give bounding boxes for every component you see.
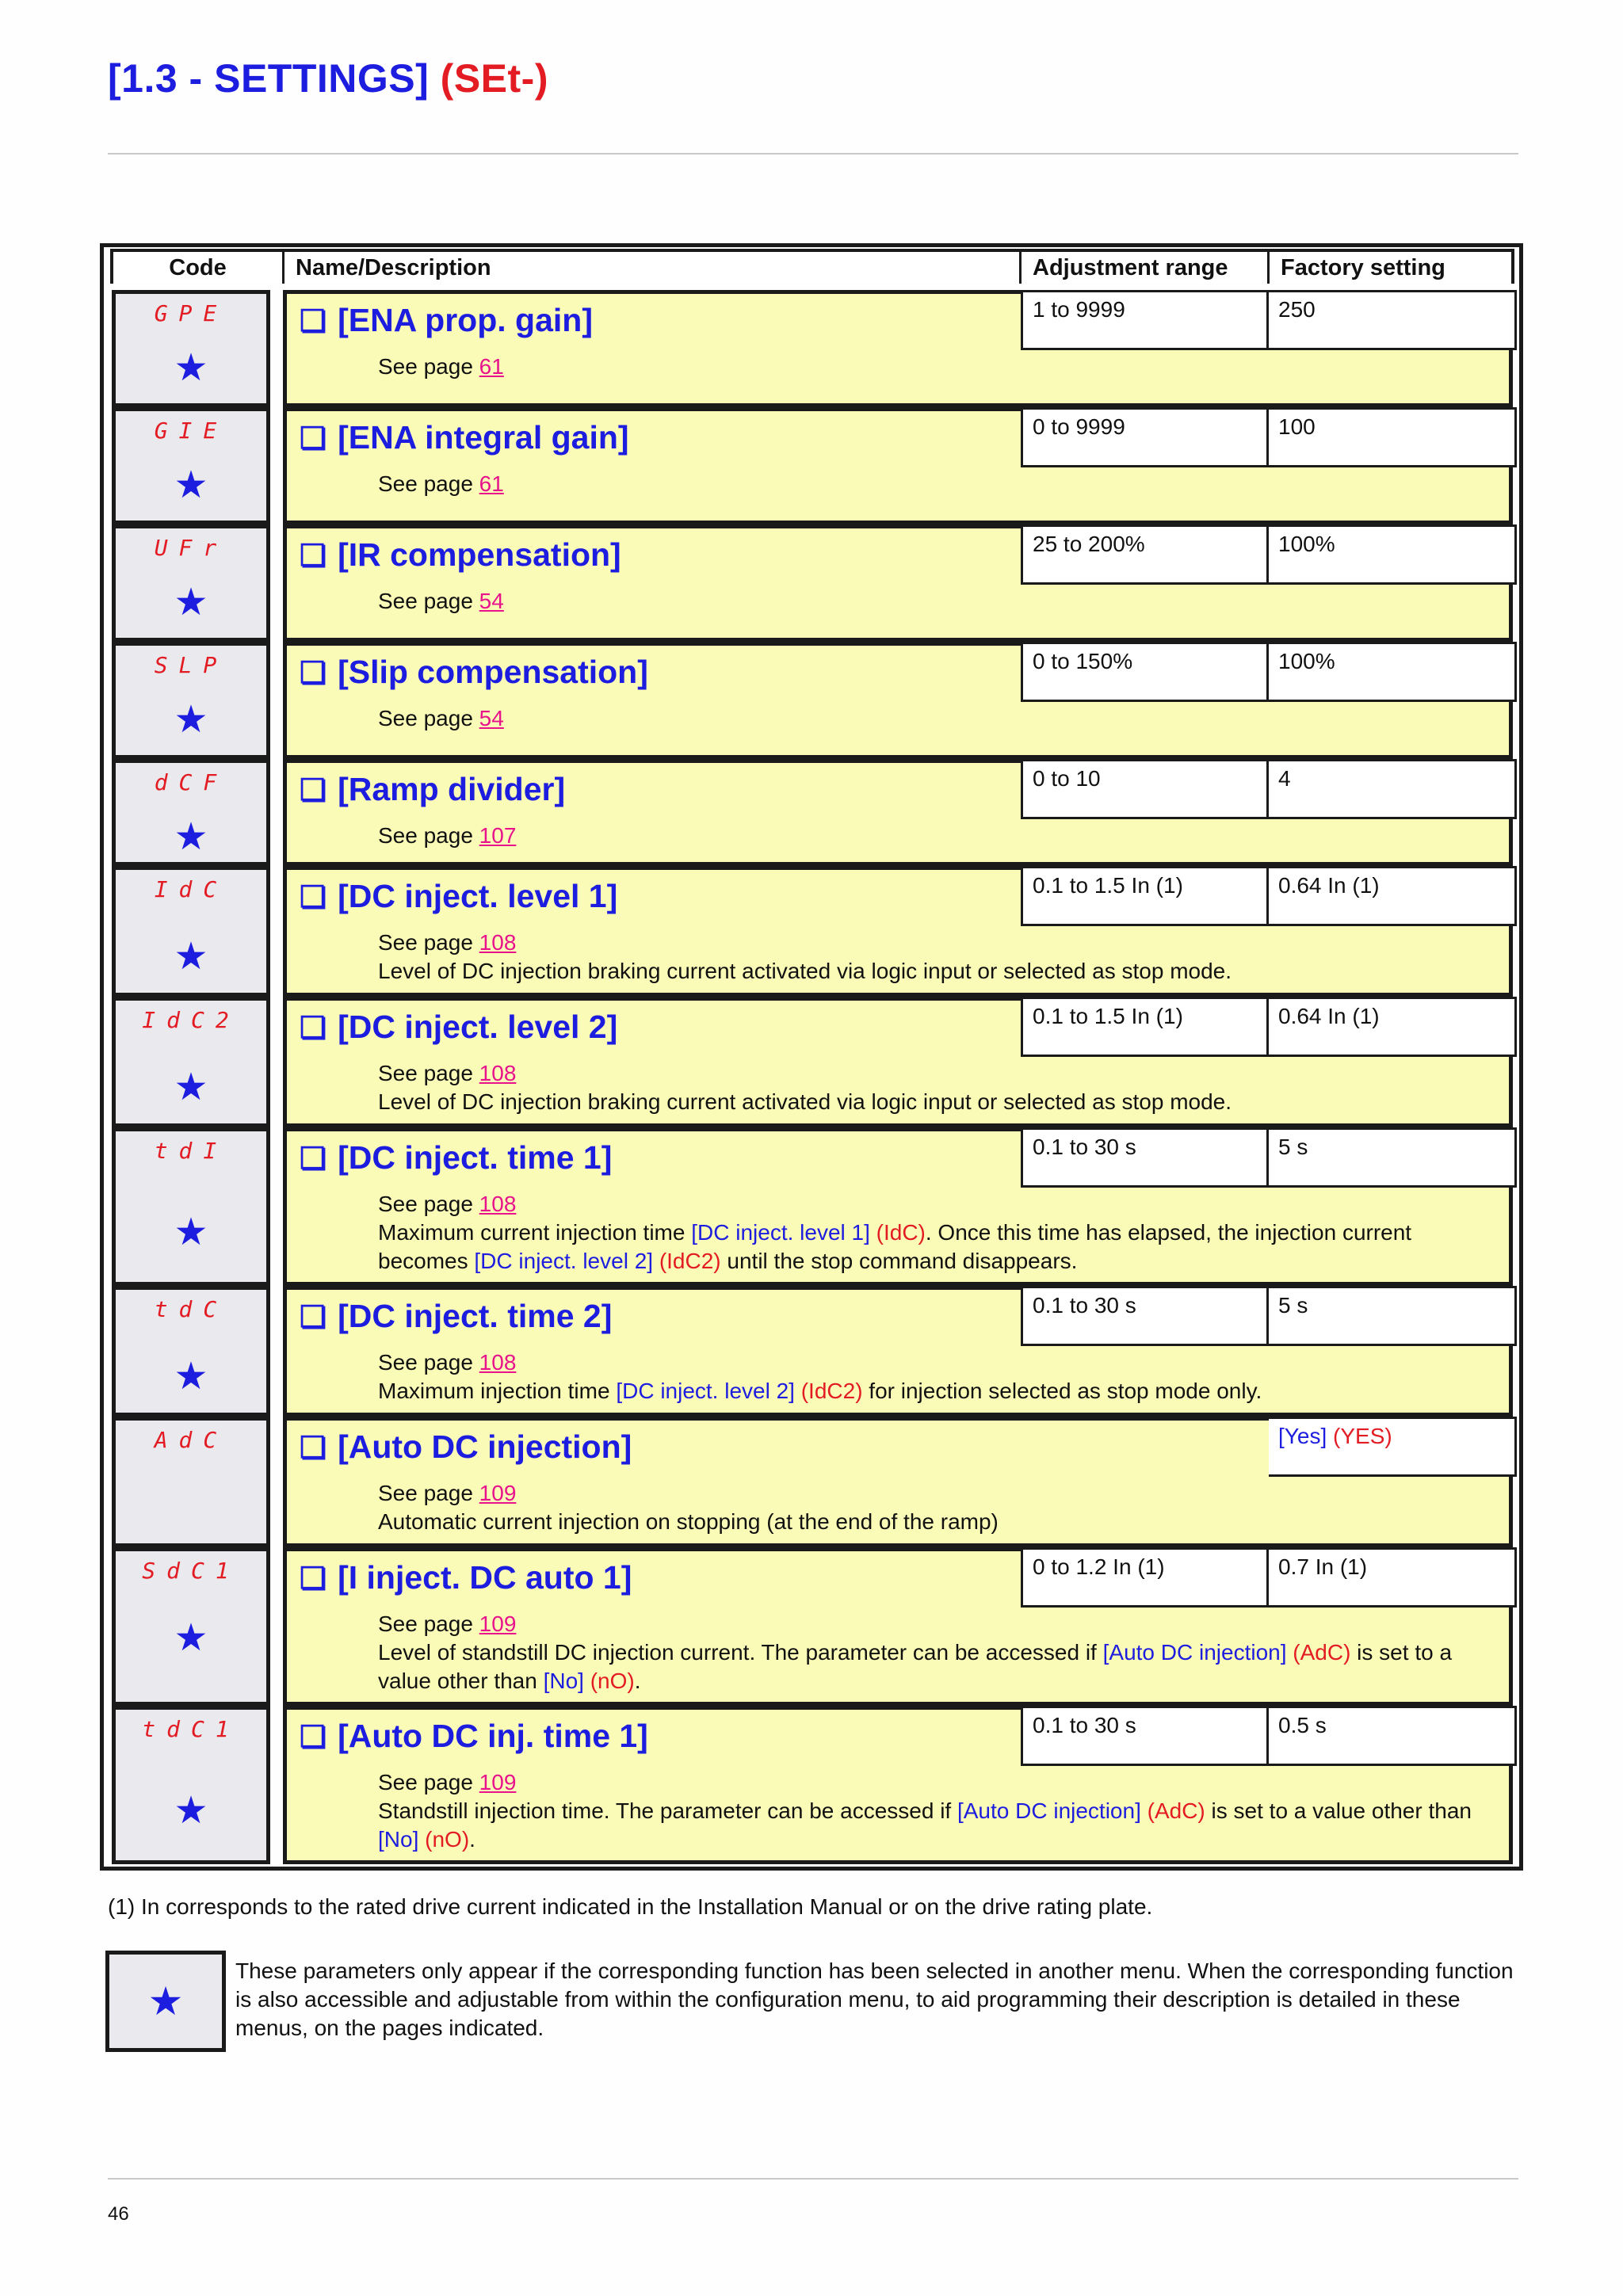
adjustment-range: 0.1 to 1.5 In (1) <box>1021 997 1269 1057</box>
parameter-name <box>300 1298 612 1335</box>
parameter-code: tdC <box>154 1296 228 1322</box>
parameter-name-text: [DC inject. level 2] <box>338 1009 618 1045</box>
star-icon: ★ <box>174 936 208 978</box>
parameter-code-ref: (IdC) <box>869 1220 926 1245</box>
see-page-line <box>378 1059 1503 1088</box>
factory-setting: 4 <box>1269 759 1517 819</box>
see-page-label: See page <box>378 1770 479 1794</box>
see-page-line <box>378 822 1503 850</box>
see-page-label: See page <box>378 706 479 730</box>
code-cell <box>112 1417 270 1547</box>
parameter-name-text: [DC inject. level 1] <box>338 878 618 914</box>
description-paragraph <box>378 957 1503 986</box>
description-segment: Level of DC injection braking current activated via logic input or selected as stop mode. <box>378 959 1232 983</box>
code-cell <box>112 759 270 866</box>
checkbox-bullet-icon: ❏ <box>300 657 327 690</box>
parameter-name <box>300 536 621 574</box>
description-cell <box>283 1547 1513 1706</box>
adjustment-range: 0.1 to 30 s <box>1021 1286 1269 1346</box>
description-text <box>378 1348 1503 1405</box>
parameter-code-ref: (AdC) <box>1140 1798 1205 1823</box>
factory-setting: 0.5 s <box>1269 1706 1517 1766</box>
parameter-name <box>300 1559 632 1596</box>
parameter-name-text: [DC inject. time 2] <box>338 1298 613 1334</box>
star-icon: ★ <box>174 1066 208 1108</box>
parameter-ref: [Auto DC injection] <box>1102 1640 1287 1665</box>
table-row <box>112 1127 1513 1286</box>
see-page-line <box>378 1479 1503 1508</box>
table-row <box>112 642 1513 759</box>
factory-setting: 0.64 In (1) <box>1269 866 1517 926</box>
code-cell <box>112 1706 270 1864</box>
parameter-name <box>300 1139 612 1177</box>
description-text <box>378 353 1503 381</box>
code-cell <box>112 524 270 642</box>
parameter-name-text: [Ramp divider] <box>338 771 566 807</box>
header-factory: Factory setting <box>1281 255 1445 280</box>
description-segment: . Once this time has elapsed, the injection current becomes <box>378 1220 1412 1273</box>
description-segment: Level of standstill DC injection current. The parameter can be accessed if <box>378 1640 1103 1665</box>
description-segment: Maximum injection time <box>378 1379 617 1403</box>
parameter-code: GPE <box>154 300 228 326</box>
code-cell <box>112 642 270 759</box>
description-segment: . <box>469 1827 475 1852</box>
code-cell <box>112 997 270 1127</box>
see-page-line <box>378 353 1503 381</box>
parameter-name <box>300 654 648 691</box>
parameter-name-text: [Auto DC inj. time 1] <box>338 1718 648 1754</box>
description-text <box>378 1610 1503 1695</box>
adjustment-range: 0 to 9999 <box>1021 407 1269 467</box>
parameter-code: UFr <box>154 535 228 561</box>
description-text <box>378 1059 1503 1116</box>
page-link[interactable]: 61 <box>479 471 504 496</box>
description-paragraph <box>378 1088 1503 1116</box>
parameter-name-text: [IR compensation] <box>338 536 621 573</box>
description-cell <box>283 642 1513 759</box>
see-page-label: See page <box>378 1350 479 1375</box>
see-page-line <box>378 929 1503 957</box>
checkbox-bullet-icon: ❏ <box>300 881 327 914</box>
table-row <box>112 1417 1513 1547</box>
page-link[interactable]: 108 <box>479 1061 517 1085</box>
footer-divider <box>108 2178 1518 2180</box>
adjustment-range: 0 to 1.2 In (1) <box>1021 1547 1269 1608</box>
see-page-line <box>378 704 1503 733</box>
legend-star-icon: ★ <box>105 1951 226 2052</box>
table-row <box>112 407 1513 524</box>
see-page-label: See page <box>378 930 479 955</box>
description-paragraph <box>378 1638 1503 1695</box>
parameter-code: AdC <box>154 1427 228 1453</box>
description-cell <box>283 1127 1513 1286</box>
parameter-name <box>300 1009 617 1046</box>
page-link[interactable]: 109 <box>479 1770 517 1794</box>
description-paragraph <box>378 1219 1503 1276</box>
checkbox-bullet-icon: ❏ <box>300 774 327 807</box>
see-page-label: See page <box>378 589 479 613</box>
see-page-line <box>378 470 1503 498</box>
parameter-ref: [DC inject. level 2] <box>474 1249 654 1273</box>
page-number: 46 <box>108 2203 129 2225</box>
page-link[interactable]: 54 <box>479 706 504 730</box>
table-row <box>112 1286 1513 1417</box>
checkbox-bullet-icon: ❏ <box>300 1562 327 1596</box>
description-paragraph <box>378 1508 1503 1536</box>
description-text <box>378 704 1503 733</box>
parameter-ref: [No] <box>378 1827 419 1852</box>
header-name: Name/Description <box>285 252 1022 284</box>
page-title <box>108 55 548 101</box>
table-row <box>112 1547 1513 1706</box>
description-segment: is set to a value other than <box>378 1640 1453 1693</box>
factory-setting <box>1269 1417 1517 1477</box>
page-link[interactable]: 54 <box>479 589 504 613</box>
adjustment-range: 0 to 150% <box>1021 642 1269 702</box>
description-text <box>378 1479 1503 1536</box>
adjustment-range: 1 to 9999 <box>1021 290 1269 350</box>
see-page-line <box>378 1768 1503 1797</box>
see-page-label: See page <box>378 1061 479 1085</box>
description-paragraph <box>378 1797 1503 1854</box>
parameter-code: IdC <box>154 876 228 902</box>
page-link[interactable]: 108 <box>479 930 517 955</box>
see-page-label: See page <box>378 1481 479 1505</box>
parameter-name-text: [DC inject. time 1] <box>338 1139 613 1176</box>
description-cell <box>283 407 1513 524</box>
legend-text: These parameters only appear if the corresponding function has been selected in another menu. When the corresponding function is also accessible and adjustable from within the configuration menu, to aid programming their description is detailed in these menus, on the pages indicated. <box>235 1958 1514 2040</box>
factory-setting: 0.64 In (1) <box>1269 997 1517 1057</box>
parameter-name-text: [ENA prop. gain] <box>338 302 593 338</box>
parameter-ref: [No] <box>543 1669 584 1693</box>
description-segment: Level of DC injection braking current activated via logic input or selected as stop mode. <box>378 1089 1232 1114</box>
footnote: (1) In corresponds to the rated drive current indicated in the Installation Manual or on the drive rating plate. <box>108 1894 1153 1919</box>
description-cell <box>283 1286 1513 1417</box>
star-icon: ★ <box>174 464 208 506</box>
parameter-name <box>300 1428 632 1466</box>
parameter-code: IdC2 <box>142 1007 240 1033</box>
code-cell <box>112 1127 270 1286</box>
description-text <box>378 1190 1503 1276</box>
code-cell <box>112 1286 270 1417</box>
checkbox-bullet-icon: ❏ <box>300 1142 327 1176</box>
description-text <box>378 470 1503 498</box>
factory-setting: 5 s <box>1269 1127 1517 1188</box>
code-cell <box>112 407 270 524</box>
factory-setting: 0.7 In (1) <box>1269 1547 1517 1608</box>
page-link[interactable]: 108 <box>479 1350 517 1375</box>
see-page-label: See page <box>378 354 479 379</box>
table-row <box>112 997 1513 1127</box>
parameter-name <box>300 419 629 456</box>
description-text <box>378 1768 1503 1854</box>
factory-setting-code: (YES) <box>1327 1424 1392 1448</box>
see-page-line <box>378 1190 1503 1219</box>
description-segment: Automatic current injection on stopping (at the end of the ramp) <box>378 1509 999 1534</box>
parameter-code-ref: (nO) <box>583 1669 635 1693</box>
star-icon: ★ <box>174 816 208 858</box>
table-row <box>112 524 1513 642</box>
parameter-name-text: [Slip compensation] <box>338 654 648 690</box>
table-row <box>112 866 1513 997</box>
page-link[interactable]: 109 <box>479 1611 517 1636</box>
parameter-name <box>300 302 593 339</box>
checkbox-bullet-icon: ❏ <box>300 1012 327 1045</box>
adjustment-range: 0.1 to 30 s <box>1021 1127 1269 1188</box>
description-paragraph <box>378 1377 1503 1405</box>
title-code: (SEt-) <box>440 56 548 101</box>
page-link[interactable]: 107 <box>479 823 517 848</box>
see-page-line <box>378 587 1503 616</box>
description-cell <box>283 866 1513 997</box>
parameter-name <box>300 1718 648 1755</box>
checkbox-bullet-icon: ❏ <box>300 1301 327 1334</box>
parameter-code: GIE <box>154 418 228 444</box>
parameter-ref: [DC inject. level 1] <box>691 1220 870 1245</box>
description-segment: until the stop command disappears. <box>720 1249 1078 1273</box>
settings-table <box>100 243 1523 1871</box>
star-icon: ★ <box>174 582 208 624</box>
code-cell <box>112 1547 270 1706</box>
parameter-code-ref: (IdC2) <box>794 1379 863 1403</box>
see-page-label: See page <box>378 823 479 848</box>
table-header <box>110 249 1514 284</box>
see-page-line <box>378 1610 1503 1638</box>
description-segment: for injection selected as stop mode only. <box>862 1379 1262 1403</box>
description-segment: Standstill injection time. The parameter can be accessed if <box>378 1798 957 1823</box>
see-page-label: See page <box>378 1611 479 1636</box>
adjustment-range: 0.1 to 1.5 In (1) <box>1021 866 1269 926</box>
factory-setting-label: [Yes] <box>1278 1424 1327 1448</box>
header-code: Code <box>113 252 285 284</box>
header-range: Adjustment range <box>1022 252 1270 284</box>
table-row <box>112 1706 1513 1864</box>
checkbox-bullet-icon: ❏ <box>300 540 327 573</box>
title-text: [1.3 - SETTINGS] <box>108 56 430 101</box>
parameter-name-text: [I inject. DC auto 1] <box>338 1559 632 1596</box>
adjustment-range: 0 to 10 <box>1021 759 1269 819</box>
description-cell <box>283 1417 1513 1547</box>
parameter-name <box>300 771 565 808</box>
adjustment-range: 25 to 200% <box>1021 524 1269 585</box>
parameter-code-ref: (AdC) <box>1286 1640 1351 1665</box>
parameter-code-ref: (nO) <box>418 1827 470 1852</box>
checkbox-bullet-icon: ❏ <box>300 1721 327 1754</box>
parameter-code: SLP <box>154 652 228 678</box>
description-text <box>378 929 1503 986</box>
parameter-code: SdC1 <box>142 1558 240 1584</box>
description-cell <box>283 290 1513 407</box>
see-page-label: See page <box>378 471 479 496</box>
description-cell <box>283 1706 1513 1864</box>
description-cell <box>283 759 1513 866</box>
parameter-ref: [Auto DC injection] <box>957 1798 1141 1823</box>
checkbox-bullet-icon: ❏ <box>300 1432 327 1465</box>
parameter-name-text: [Auto DC injection] <box>338 1428 632 1465</box>
description-segment: is set to a value other than <box>1205 1798 1472 1823</box>
factory-setting: 5 s <box>1269 1286 1517 1346</box>
table-row <box>112 290 1513 407</box>
parameter-name-text: [ENA integral gain] <box>338 419 629 456</box>
page-link[interactable]: 61 <box>479 354 504 379</box>
table-body <box>112 290 1513 1864</box>
factory-setting: 250 <box>1269 290 1517 350</box>
code-cell <box>112 866 270 997</box>
description-text <box>378 587 1503 616</box>
see-page-label: See page <box>378 1192 479 1216</box>
description-text <box>378 822 1503 850</box>
header-divider <box>108 153 1518 154</box>
factory-setting: 100% <box>1269 524 1517 585</box>
description-cell <box>283 997 1513 1127</box>
description-cell <box>283 524 1513 642</box>
parameter-name <box>300 878 617 915</box>
checkbox-bullet-icon: ❏ <box>300 422 327 456</box>
parameter-code: tdI <box>154 1138 228 1164</box>
parameter-ref: [DC inject. level 2] <box>616 1379 795 1403</box>
see-page-line <box>378 1348 1503 1377</box>
parameter-code: dCF <box>154 769 228 795</box>
star-icon: ★ <box>174 1617 208 1659</box>
factory-setting: 100% <box>1269 642 1517 702</box>
parameter-code-ref: (IdC2) <box>653 1249 721 1273</box>
star-icon: ★ <box>174 1356 208 1398</box>
page-link[interactable]: 109 <box>479 1481 517 1505</box>
code-cell <box>112 290 270 407</box>
description-segment: . <box>634 1669 641 1693</box>
adjustment-range: 0.1 to 30 s <box>1021 1706 1269 1766</box>
star-icon: ★ <box>174 347 208 389</box>
star-icon: ★ <box>174 1211 208 1253</box>
star-icon: ★ <box>174 699 208 741</box>
table-row <box>112 759 1513 866</box>
factory-setting: 100 <box>1269 407 1517 467</box>
parameter-code: tdC1 <box>142 1716 240 1742</box>
page-link[interactable]: 108 <box>479 1192 517 1216</box>
checkbox-bullet-icon: ❏ <box>300 305 327 338</box>
description-segment: Maximum current injection time <box>378 1220 692 1245</box>
star-icon: ★ <box>174 1790 208 1832</box>
